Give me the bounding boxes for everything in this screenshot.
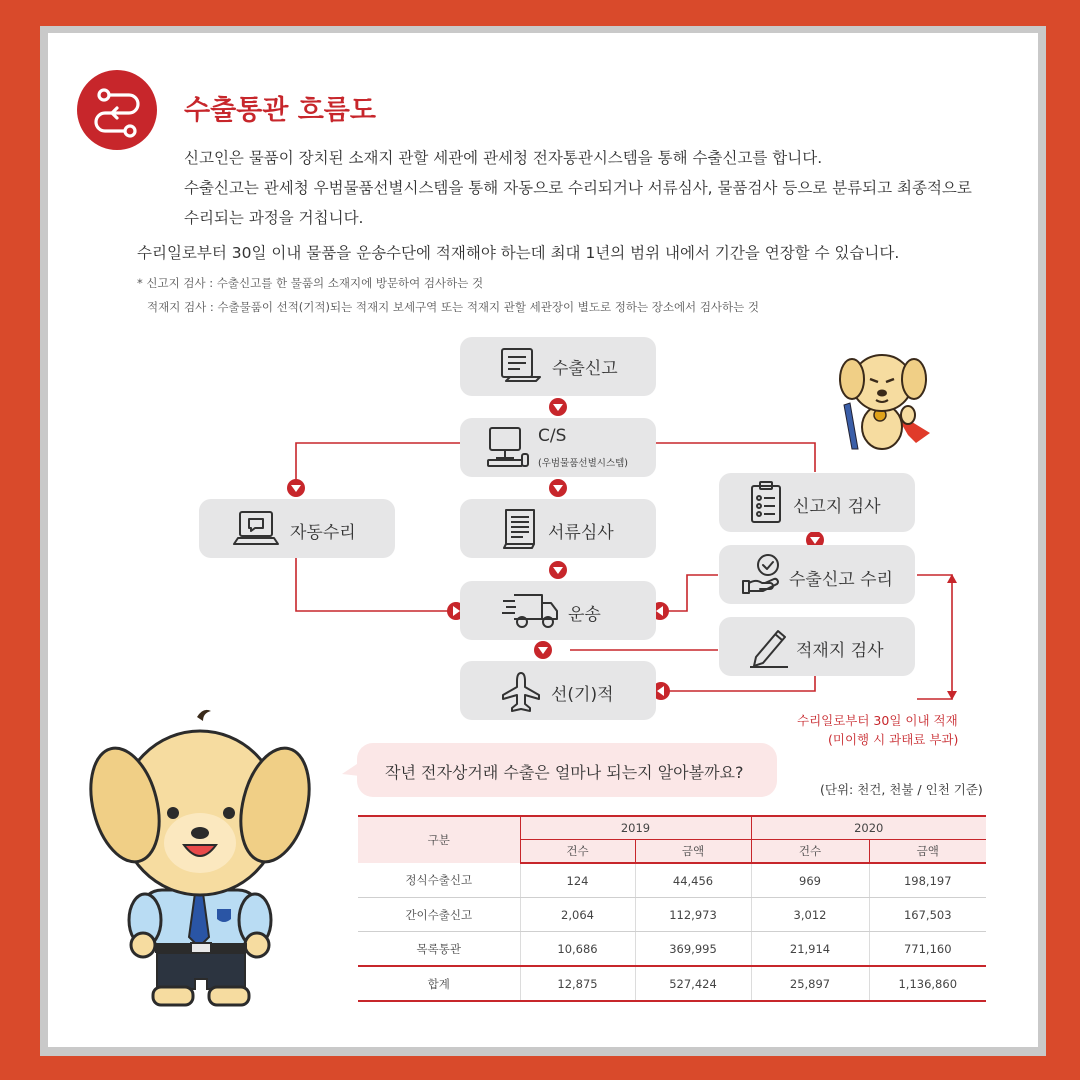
page-title: 수출통관 흐름도 [184, 95, 376, 126]
hand-check-icon [740, 551, 784, 597]
cell-value: 198,197 [869, 863, 986, 898]
step-document-review-label: 서류심사 [548, 523, 614, 543]
step-export-declaration-label: 수출신고 [552, 359, 618, 379]
step-shipping-label: 선(기)적 [551, 685, 614, 705]
table-row [358, 932, 986, 967]
pencil-icon [748, 623, 790, 669]
cell-value: 167,503 [869, 898, 986, 932]
step-auto-acceptance-label: 자동수리 [290, 523, 356, 543]
cell-value: 3,012 [751, 898, 869, 932]
row-name: 정식수출신고 [358, 863, 520, 898]
cell-value: 44,456 [635, 863, 751, 898]
airplane-icon [500, 670, 542, 714]
cell-value: 2,064 [520, 898, 635, 932]
document-icon [500, 506, 540, 552]
header-year-2019: 2019 [520, 816, 751, 840]
mascot-hero-icon [836, 343, 936, 463]
header-category: 구분 [358, 816, 520, 863]
question-text: 작년 전자상거래 수출은 얼마나 되는지 알아볼까요? [385, 763, 744, 782]
laptop-chat-icon [232, 508, 280, 550]
header-count: 건수 [751, 840, 869, 864]
table-row [358, 863, 986, 898]
cell-value: 112,973 [635, 898, 751, 932]
step-loading-site-inspection-label: 적재지 검사 [796, 641, 884, 661]
document-scroll-icon [497, 345, 543, 387]
cell-value: 771,160 [869, 932, 986, 967]
ecommerce-export-table [358, 815, 986, 1002]
cell-value: 12,875 [520, 966, 635, 1001]
header-count: 건수 [520, 840, 635, 864]
header-year-2020: 2020 [751, 816, 986, 840]
header-amount: 금액 [869, 840, 986, 864]
step-cs-sublabel: (우범물품선별시스템) [538, 458, 629, 469]
mascot-dog-icon [85, 705, 325, 1015]
penalty-note: (미이행 시 과태료 부과) [828, 732, 959, 747]
footnote-declaration-site: * 신고지 검사 : 수출신고를 한 물품의 소재지에 방문하여 검사하는 것 [137, 276, 484, 290]
row-name: 합계 [358, 966, 520, 1001]
cell-value: 1,136,860 [869, 966, 986, 1001]
intro-paragraph-2a: 수출신고는 관세청 우범물품선별시스템을 통해 자동으로 수리되거나 서류심사, 물품검사 등으로 분류되고 최종적으로 [184, 179, 972, 197]
step-declaration-site-inspection-label: 신고지 검사 [793, 497, 881, 517]
intro-paragraph-3: 수리일로부터 30일 이내 물품을 운송수단에 적재해야 하는데 최대 1년의 범위 내에서 기간을 연장할 수 있습니다. [137, 244, 900, 262]
cell-value: 527,424 [635, 966, 751, 1001]
intro-paragraph-2b: 수리되는 과정을 거칩니다. [184, 209, 364, 227]
footnote-loading-site: 적재지 검사 : 수출물품이 선적(기적)되는 적재지 보세구역 또는 적재지 관할 세관장이 별도로 정하는 장소에서 검사하는 것 [147, 300, 760, 314]
unit-note: (단위: 천건, 천불 / 인천 기준) [820, 782, 983, 797]
cell-value: 10,686 [520, 932, 635, 967]
cell-value: 25,897 [751, 966, 869, 1001]
cell-value: 124 [520, 863, 635, 898]
cell-value: 969 [751, 863, 869, 898]
step-cs-label: C/S [538, 426, 567, 446]
step-transport-label: 운송 [568, 605, 601, 625]
intro-paragraph-1: 신고인은 물품이 장치된 소재지 관할 세관에 관세청 전자통관시스템을 통해 수출신고를 합니다. [184, 149, 823, 167]
truck-icon [500, 589, 560, 633]
cell-value: 21,914 [751, 932, 869, 967]
table-row [358, 898, 986, 932]
deadline-note: 수리일로부터 30일 이내 적재 [797, 713, 958, 728]
table-row-total [358, 966, 986, 1001]
row-name: 간이수출신고 [358, 898, 520, 932]
computer-icon [484, 424, 530, 470]
checklist-icon [748, 480, 784, 526]
header-amount: 금액 [635, 840, 751, 864]
bubble-tail [340, 760, 360, 780]
step-export-acceptance-label: 수출신고 수리 [789, 570, 893, 590]
cell-value: 369,995 [635, 932, 751, 967]
row-name: 목록통관 [358, 932, 520, 967]
